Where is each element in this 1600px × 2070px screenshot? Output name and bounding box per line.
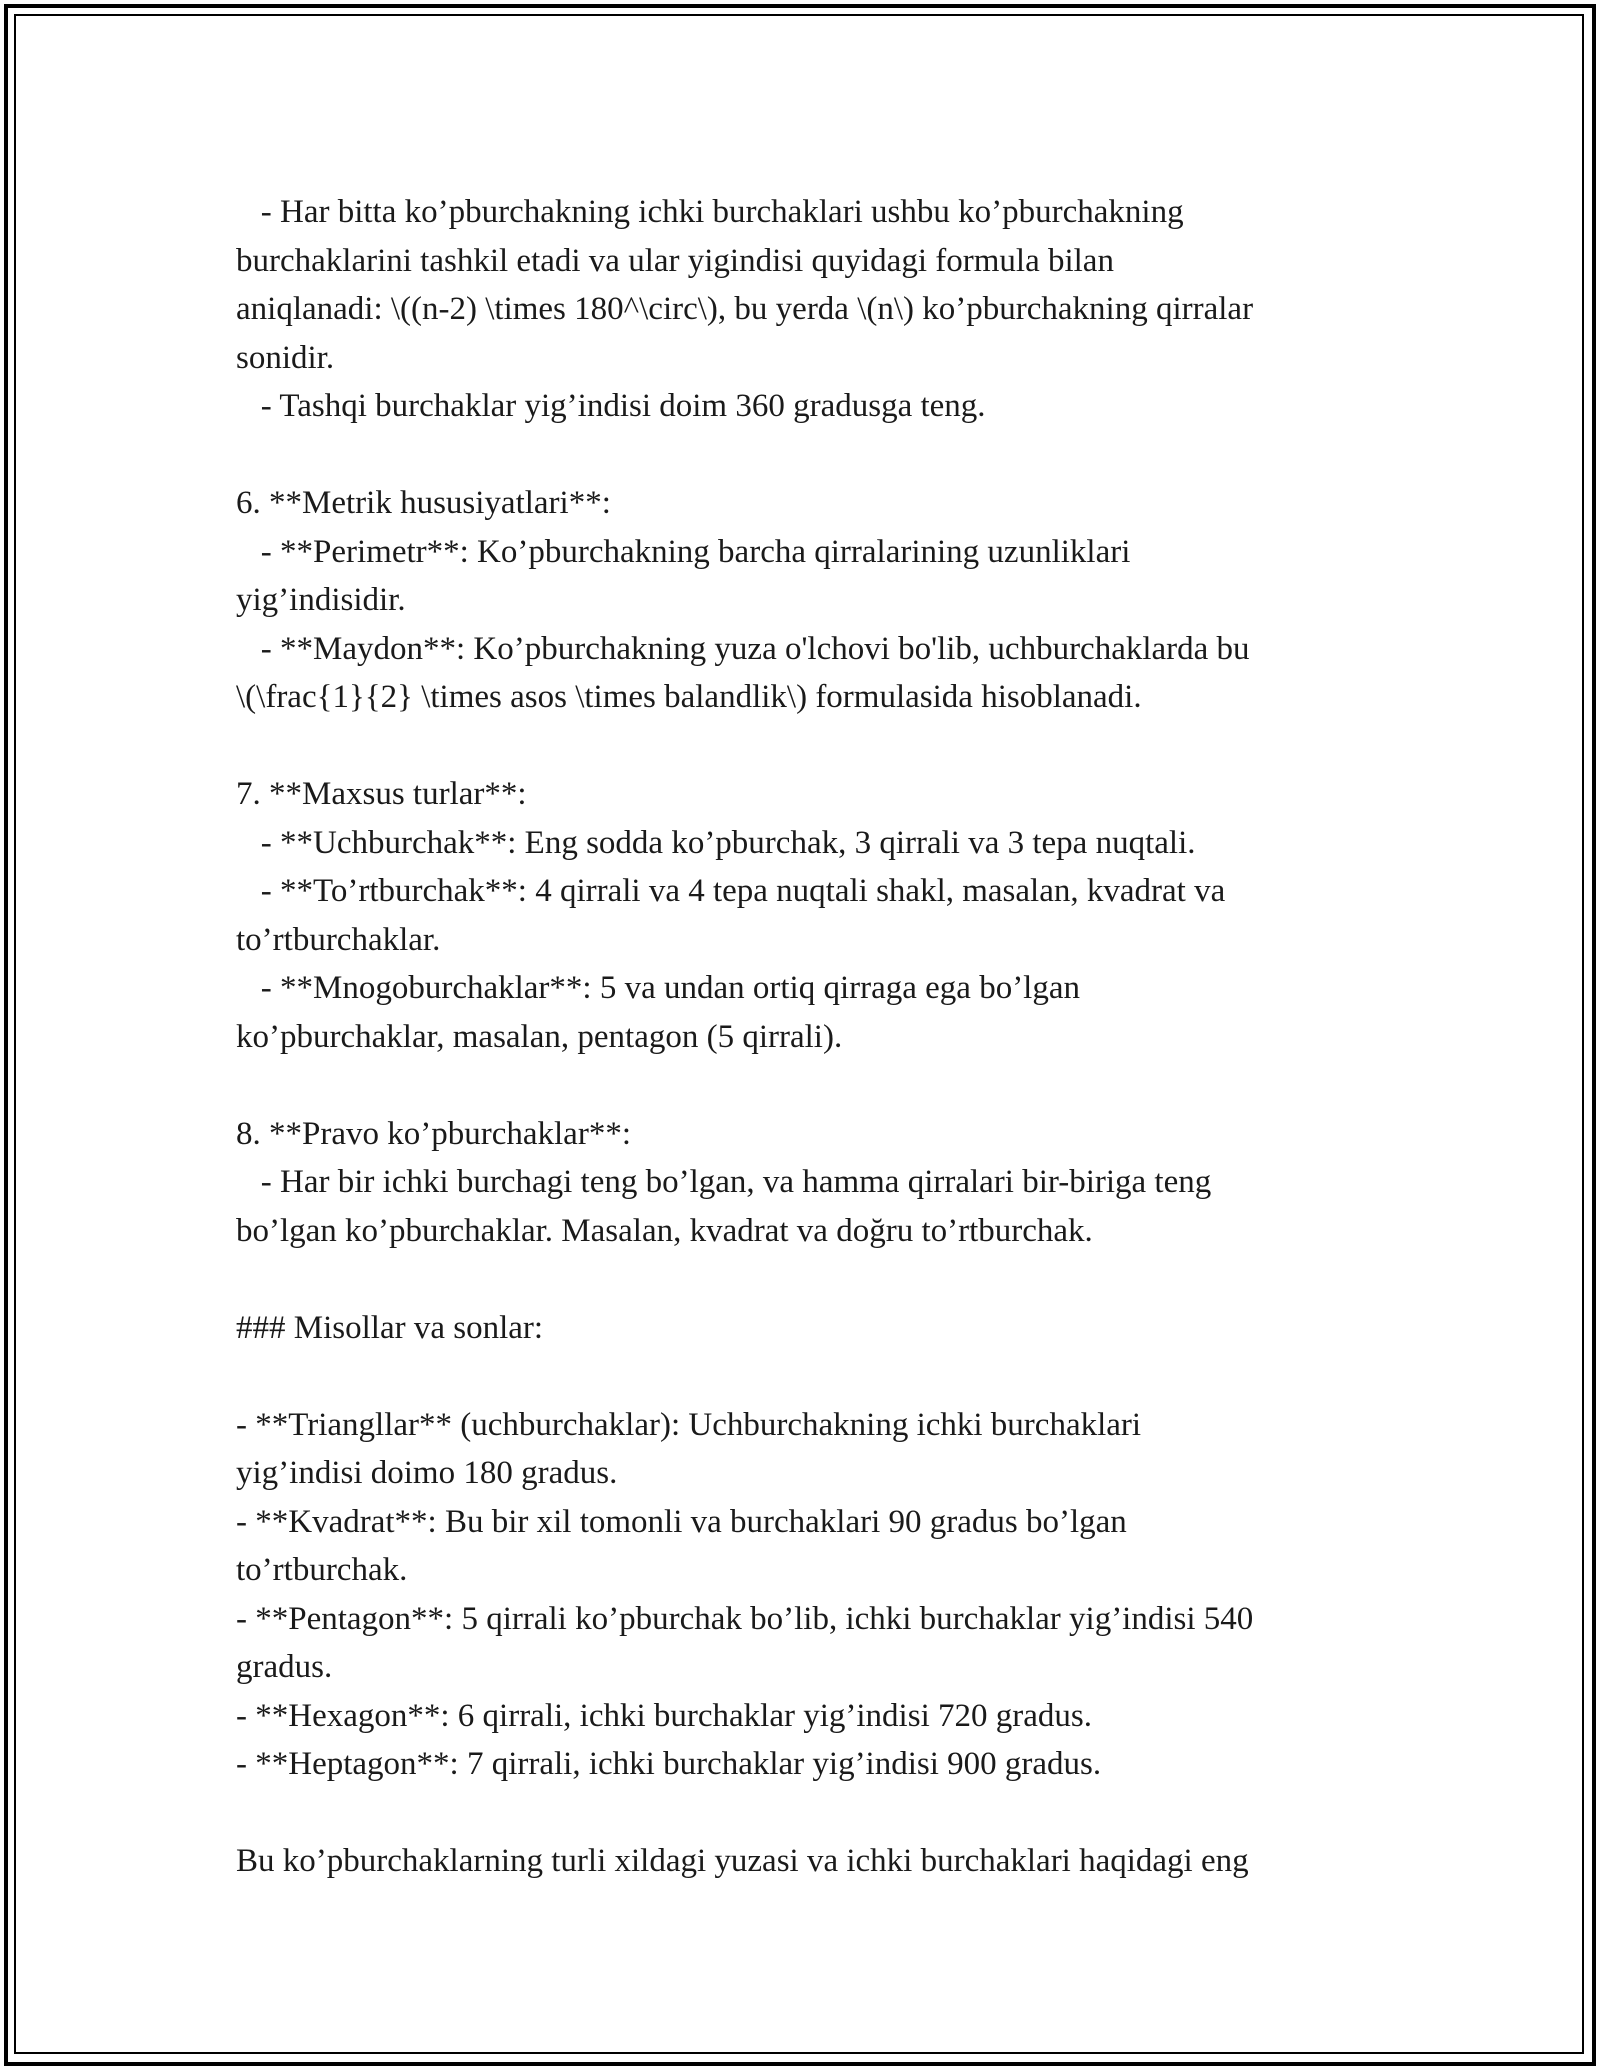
section-heading: 8. **Pravo ko’pburchaklar**: bbox=[236, 1115, 631, 1152]
text-line: - **Maydon**: Ko’pburchakning yuza o'lchovi bo'lib, uchburchaklarda bu bbox=[236, 630, 1250, 667]
blank-line bbox=[236, 431, 1376, 480]
list-item: - **Hexagon**: 6 qirrali, ichki burchaklar yig’indisi 720 gradus. bbox=[236, 1697, 1092, 1734]
text-line: - **Mnogoburchaklar**: 5 va undan ortiq qirraga ega bo’lgan bbox=[236, 970, 1080, 1006]
blank-line bbox=[236, 1255, 1376, 1304]
list-item: - **Triangllar** (uchburchaklar): Uchburchakning ichki burchaklari bbox=[236, 1406, 1142, 1443]
blank-line bbox=[236, 1789, 1376, 1838]
list-item: - **Pentagon**: 5 qirrali ko’pburchak bo’lib, ichki burchaklar yig’indisi 540 bbox=[236, 1600, 1254, 1637]
text-line: - Tashqi burchaklar yig’indisi doim 360 gradusga teng. bbox=[236, 388, 986, 424]
list-item: - **Kvadrat**: Bu bir xil tomonli va burchaklari 90 gradus bo’lgan bbox=[236, 1503, 1127, 1540]
text-line: yig’indisidir. bbox=[236, 582, 406, 618]
section-heading: 6. **Metrik hususiyatlari**: bbox=[236, 485, 611, 521]
section-heading: 7. **Maxsus turlar**: bbox=[236, 776, 527, 812]
text-line: ko’pburchaklar, masalan, pentagon (5 qirrali). bbox=[236, 1018, 843, 1055]
text-line: to’rtburchaklar. bbox=[236, 921, 441, 958]
text-line: - Har bir ichki burchagi teng bo’lgan, va hamma qirralari bir-biriga teng bbox=[236, 1164, 1212, 1200]
text-line: aniqlanadi: \((n-2) \times 180^\circ\), bu yerda \(n\) ko’pburchakning qirralar bbox=[236, 291, 1254, 327]
text-line: - Har bitta ko’pburchakning ichki burchaklari ushbu ko’pburchakning bbox=[236, 194, 1184, 230]
text-line: gradus. bbox=[236, 1649, 333, 1685]
text-line: yig’indisi doimo 180 gradus. bbox=[236, 1455, 618, 1491]
text-line: burchaklarini tashkil etadi va ular yigindisi quyidagi formula bilan bbox=[236, 242, 1114, 279]
text-line: - **To’rtburchak**: 4 qirrali va 4 tepa nuqtali shakl, masalan, kvadrat va bbox=[236, 873, 1226, 909]
text-line: - **Uchburchak**: Eng sodda ko’pburchak, 3 qirrali va 3 tepa nuqtali. bbox=[236, 824, 1196, 861]
text-line: Bu ko’pburchaklarning turli xildagi yuzasi va ichki burchaklari haqidagi eng bbox=[236, 1843, 1249, 1879]
list-item: - **Heptagon**: 7 qirrali, ichki burchaklar yig’indisi 900 gradus. bbox=[236, 1746, 1102, 1782]
text-line: to’rtburchak. bbox=[236, 1552, 408, 1588]
text-line: bo’lgan ko’pburchaklar. Masalan, kvadrat va doğru to’rtburchak. bbox=[236, 1212, 1093, 1249]
blank-line bbox=[236, 1352, 1376, 1401]
section-heading: ### Misollar va sonlar: bbox=[236, 1309, 544, 1346]
text-line: sonidir. bbox=[236, 339, 335, 376]
blank-line bbox=[236, 1061, 1376, 1110]
document-body bbox=[236, 188, 1376, 1886]
text-line: - **Perimetr**: Ko’pburchakning barcha qirralarining uzunliklari bbox=[236, 533, 1131, 570]
text-line: \(\frac{1}{2} \times asos \times balandlik\) formulasida hisoblanadi. bbox=[236, 679, 1142, 715]
blank-line bbox=[236, 722, 1376, 771]
